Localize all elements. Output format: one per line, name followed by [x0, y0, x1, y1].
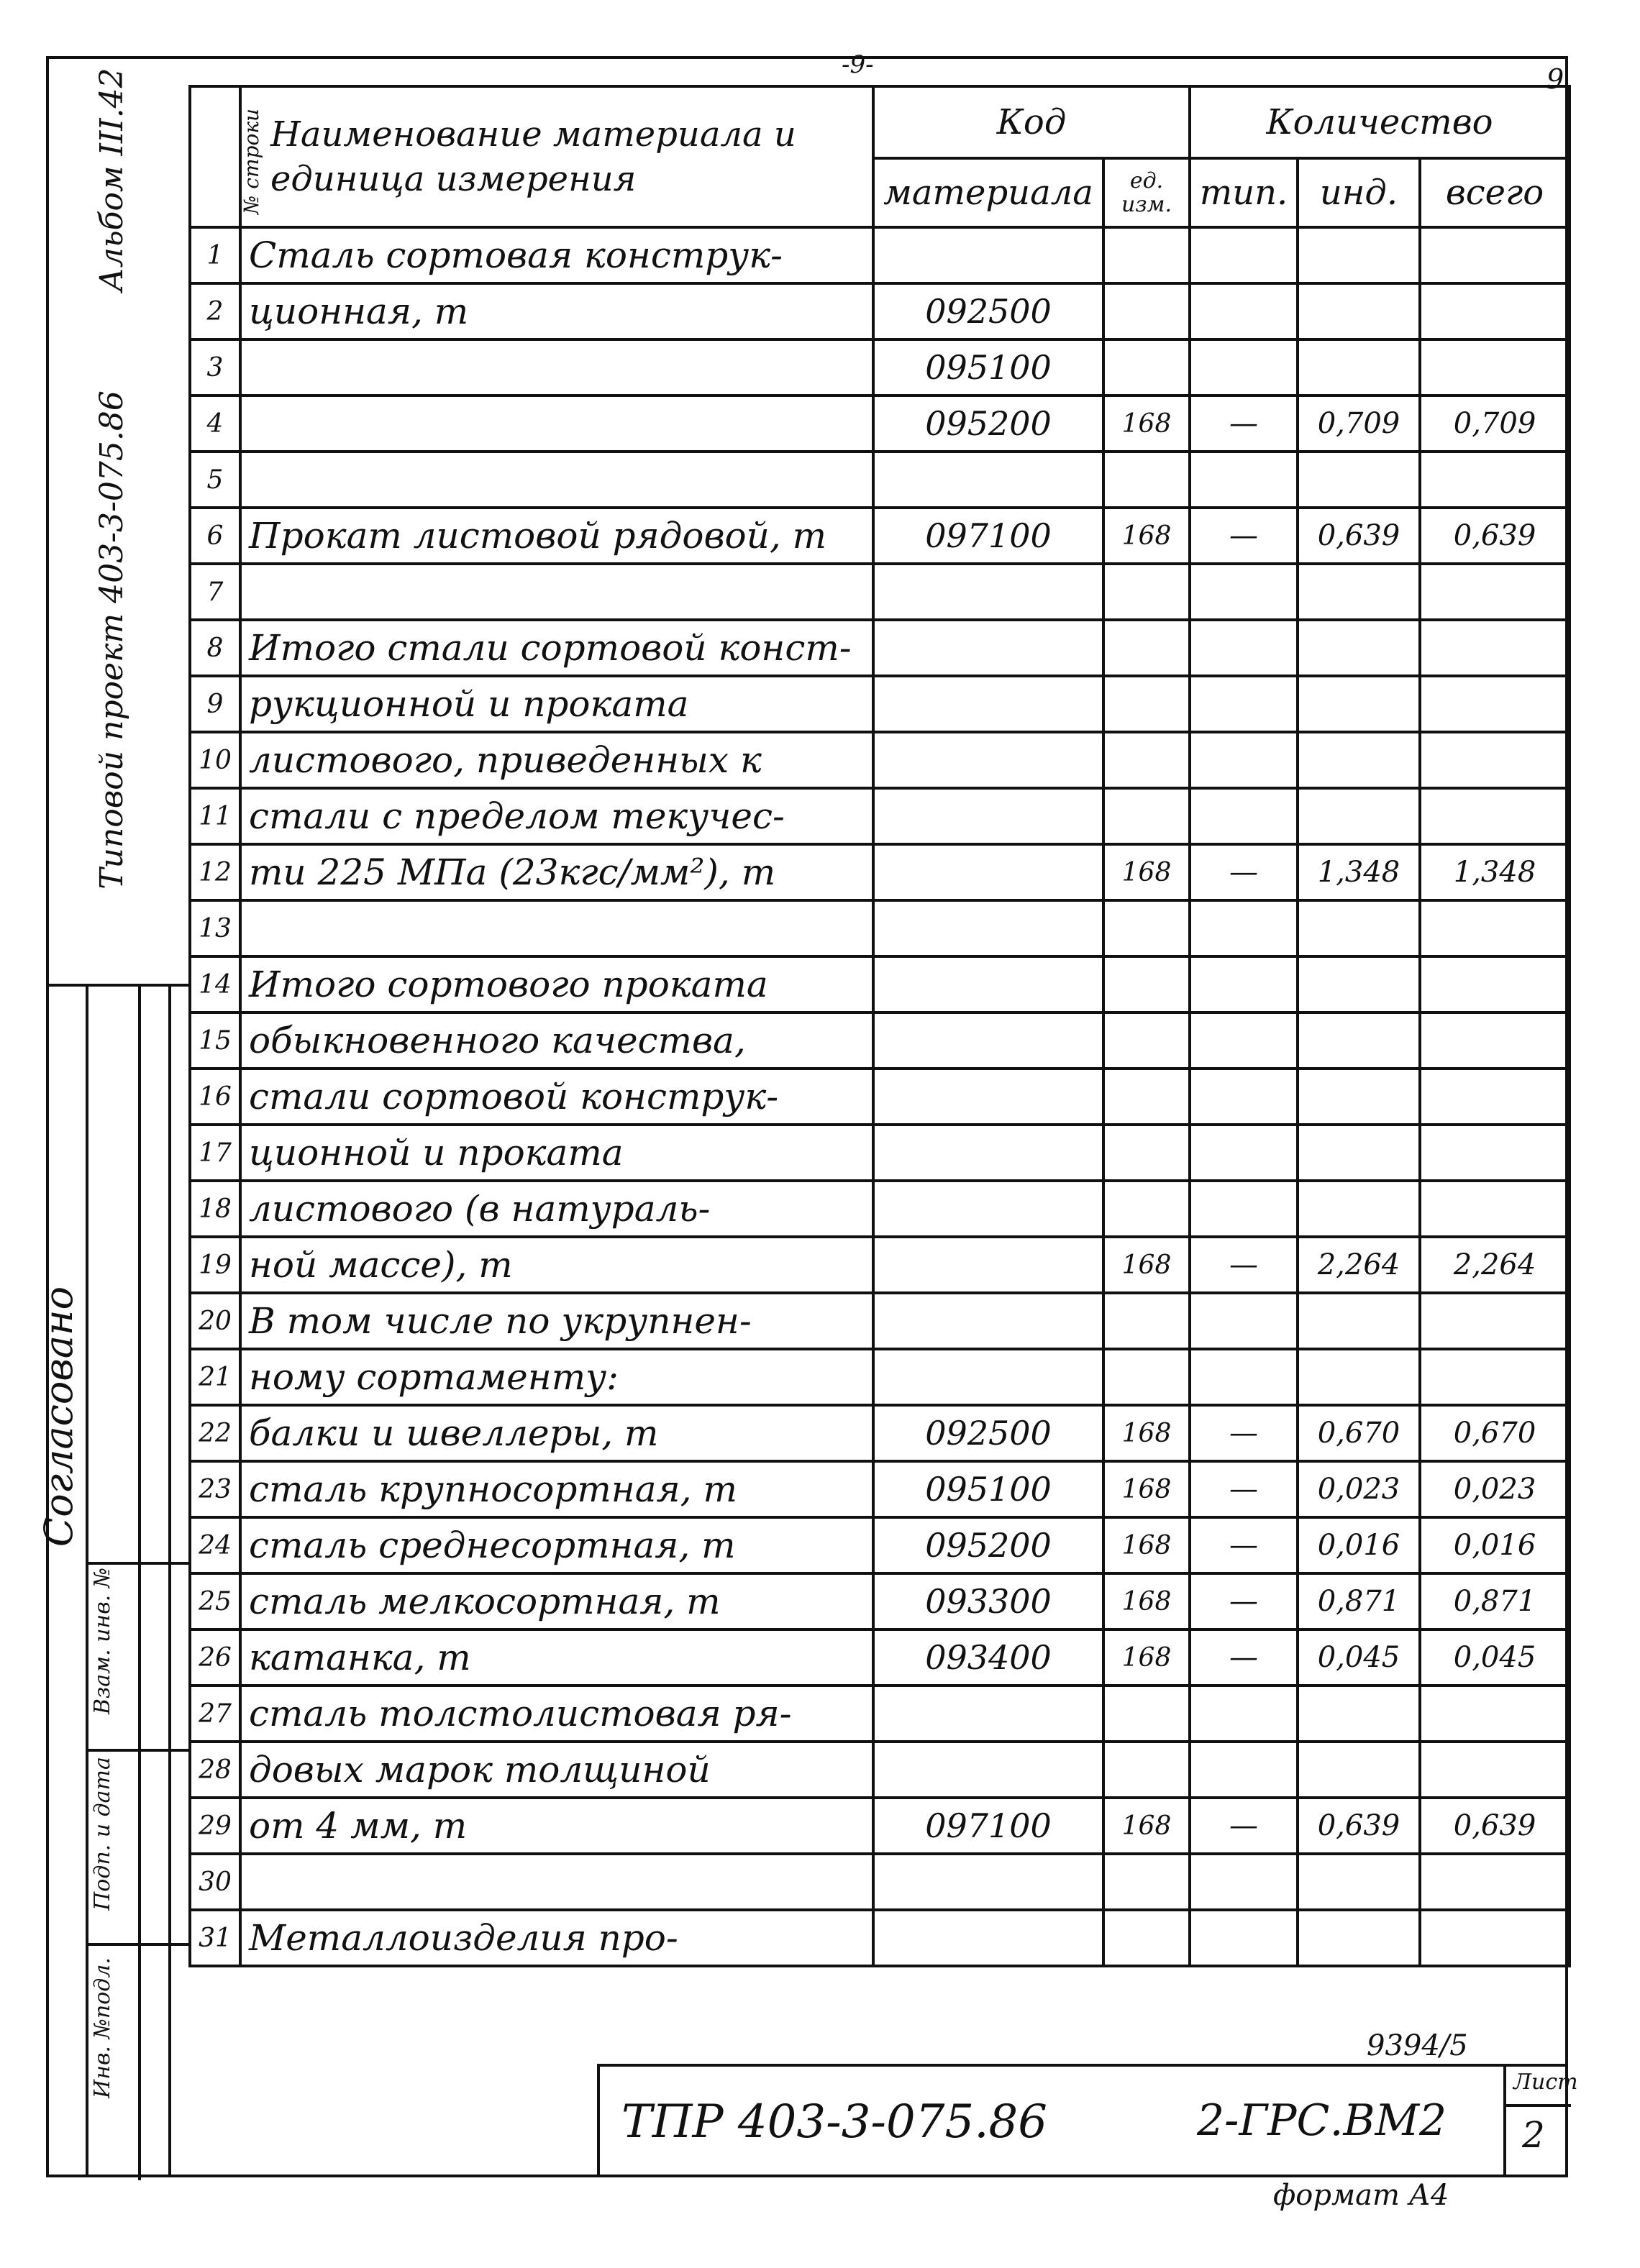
- qty-typ-cell: —: [1190, 395, 1298, 452]
- qty-typ-cell: [1190, 283, 1298, 339]
- unit-code-cell: [1103, 283, 1190, 339]
- qty-ind-cell: 0,871: [1298, 1573, 1420, 1629]
- material-name-cell: балки и швеллеры, т: [240, 1405, 873, 1461]
- row-number-cell: 5: [190, 452, 240, 508]
- table-row: [190, 1349, 1570, 1405]
- material-code-cell: [873, 732, 1103, 788]
- material-code-cell: 097100: [873, 1798, 1103, 1854]
- material-name-cell: листового (в натураль-: [240, 1181, 873, 1237]
- code-material-header: материала: [873, 158, 1103, 227]
- material-code-cell: 097100: [873, 508, 1103, 564]
- qty-total-cell: [1420, 452, 1570, 508]
- document-number: ТПР 403-3-075.86: [621, 2095, 1047, 2149]
- table-row: [190, 227, 1570, 283]
- unit-code-cell: [1103, 620, 1190, 676]
- table-row: [190, 1125, 1570, 1181]
- row-number-cell: 2: [190, 283, 240, 339]
- material-code-cell: [873, 1686, 1103, 1742]
- unit-code-cell: [1103, 1742, 1190, 1798]
- qty-ind-cell: [1298, 1854, 1420, 1910]
- table-row: [190, 620, 1570, 676]
- qty-total-cell: 1,348: [1420, 844, 1570, 900]
- unit-code-cell: 168: [1103, 1629, 1190, 1686]
- qty-typ-cell: [1190, 956, 1298, 1012]
- qty-ind-cell: 0,023: [1298, 1461, 1420, 1517]
- qty-total-cell: [1420, 1181, 1570, 1237]
- material-name-cell: ти 225 МПа (23кгс/мм²), т: [240, 844, 873, 900]
- material-code-cell: 095200: [873, 395, 1103, 452]
- qty-typ-cell: [1190, 900, 1298, 956]
- material-code-cell: [873, 1910, 1103, 1966]
- format-label: формат А4: [1273, 2179, 1449, 2212]
- qty-total-cell: [1420, 564, 1570, 620]
- qty-typ-cell: [1190, 1349, 1298, 1405]
- row-number-cell: 16: [190, 1069, 240, 1125]
- material-code-cell: [873, 1181, 1103, 1237]
- material-name-cell: ционной и проката: [240, 1125, 873, 1181]
- material-code-cell: 093400: [873, 1629, 1103, 1686]
- qty-total-cell: [1420, 1125, 1570, 1181]
- qty-total-cell: 0,871: [1420, 1573, 1570, 1629]
- qty-ind-cell: 0,045: [1298, 1629, 1420, 1686]
- sidebar-agreed-label: Согласовано: [36, 1286, 81, 1547]
- row-number-cell: 23: [190, 1461, 240, 1517]
- sidebar-inv-orig-label: Инв. №подл.: [90, 1957, 115, 2098]
- table-row: [190, 1012, 1570, 1069]
- name-header: Наименование материала и единица измерения: [240, 86, 873, 227]
- row-number-cell: 22: [190, 1405, 240, 1461]
- qty-total-cell: [1420, 732, 1570, 788]
- row-number-cell: 4: [190, 395, 240, 452]
- qty-total-cell: 0,023: [1420, 1461, 1570, 1517]
- material-name-cell: сталь толстолистовая ря-: [240, 1686, 873, 1742]
- material-code-cell: 092500: [873, 1405, 1103, 1461]
- material-name-cell: [240, 395, 873, 452]
- qty-total-cell: [1420, 620, 1570, 676]
- qty-typ-cell: [1190, 1012, 1298, 1069]
- qty-typ-cell: [1190, 1854, 1298, 1910]
- table-row: [190, 1686, 1570, 1742]
- unit-code-cell: [1103, 564, 1190, 620]
- material-code-cell: [873, 564, 1103, 620]
- sidebar-album-label: Альбом III.42: [94, 68, 130, 292]
- material-code-cell: [873, 1293, 1103, 1349]
- qty-total-cell: [1420, 900, 1570, 956]
- table-row: [190, 1573, 1570, 1629]
- table-row: [190, 1629, 1570, 1686]
- unit-code-cell: 168: [1103, 1405, 1190, 1461]
- unit-code-cell: [1103, 1349, 1190, 1405]
- unit-code-cell: 168: [1103, 1517, 1190, 1573]
- qty-typ-cell: [1190, 620, 1298, 676]
- qty-typ-cell: —: [1190, 1405, 1298, 1461]
- row-number-cell: 7: [190, 564, 240, 620]
- material-name-cell: ному сортаменту:: [240, 1349, 873, 1405]
- unit-code-cell: 168: [1103, 1237, 1190, 1293]
- qty-ind-cell: [1298, 1686, 1420, 1742]
- qty-typ-cell: [1190, 1069, 1298, 1125]
- qty-typ-cell: —: [1190, 1237, 1298, 1293]
- material-name-cell: [240, 900, 873, 956]
- qty-ind-cell: [1298, 956, 1420, 1012]
- qty-typ-cell: —: [1190, 1517, 1298, 1573]
- document-code: 2-ГРС.ВМ2: [1197, 2095, 1447, 2146]
- sidebar-sign-date-label: Подп. и дата: [90, 1757, 115, 1911]
- qty-ind-cell: [1298, 1293, 1420, 1349]
- qty-ind-cell: [1298, 732, 1420, 788]
- row-number-cell: 19: [190, 1237, 240, 1293]
- table-row: [190, 788, 1570, 844]
- material-code-cell: 093300: [873, 1573, 1103, 1629]
- qty-ind-cell: [1298, 620, 1420, 676]
- qty-total-cell: 0,709: [1420, 395, 1570, 452]
- material-name-cell: стали с пределом текучес-: [240, 788, 873, 844]
- table-row: [190, 732, 1570, 788]
- material-code-cell: [873, 1125, 1103, 1181]
- table-row: [190, 1405, 1570, 1461]
- qty-total-cell: 0,639: [1420, 508, 1570, 564]
- table-row: [190, 900, 1570, 956]
- material-name-cell: сталь крупносортная, т: [240, 1461, 873, 1517]
- qty-ind-cell: 1,348: [1298, 844, 1420, 900]
- qty-ind-cell: 0,016: [1298, 1517, 1420, 1573]
- table-row: [190, 1854, 1570, 1910]
- table-body: [190, 227, 1570, 1966]
- row-number-cell: 14: [190, 956, 240, 1012]
- row-number-cell: 10: [190, 732, 240, 788]
- row-number-cell: 20: [190, 1293, 240, 1349]
- table-row: [190, 1742, 1570, 1798]
- qty-total-cell: 0,670: [1420, 1405, 1570, 1461]
- qty-typ-header: тип.: [1190, 158, 1298, 227]
- unit-code-cell: 168: [1103, 395, 1190, 452]
- row-number-cell: 28: [190, 1742, 240, 1798]
- qty-ind-cell: 0,639: [1298, 1798, 1420, 1854]
- unit-code-cell: [1103, 1012, 1190, 1069]
- quantity-group-header: Количество: [1190, 86, 1570, 158]
- unit-code-cell: [1103, 956, 1190, 1012]
- unit-code-cell: [1103, 1293, 1190, 1349]
- table-row: [190, 1798, 1570, 1854]
- material-code-cell: [873, 452, 1103, 508]
- qty-total-header: всего: [1420, 158, 1570, 227]
- unit-code-cell: [1103, 1069, 1190, 1125]
- table-row: [190, 844, 1570, 900]
- material-name-cell: обыкновенного качества,: [240, 1012, 873, 1069]
- table-row: [190, 1293, 1570, 1349]
- unit-code-cell: [1103, 1686, 1190, 1742]
- material-code-cell: [873, 1237, 1103, 1293]
- materials-table: [188, 85, 1571, 1967]
- row-number-cell: 27: [190, 1686, 240, 1742]
- row-number-cell: 30: [190, 1854, 240, 1910]
- material-name-cell: Прокат листовой рядовой, т: [240, 508, 873, 564]
- qty-total-cell: [1420, 1012, 1570, 1069]
- qty-total-cell: 0,639: [1420, 1798, 1570, 1854]
- sheet-label: Лист: [1513, 2070, 1578, 2095]
- material-name-cell: сталь мелкосортная, т: [240, 1573, 873, 1629]
- qty-typ-cell: [1190, 676, 1298, 732]
- qty-typ-cell: [1190, 1686, 1298, 1742]
- material-code-cell: [873, 227, 1103, 283]
- qty-total-cell: [1420, 956, 1570, 1012]
- qty-total-cell: 0,045: [1420, 1629, 1570, 1686]
- qty-ind-cell: 2,264: [1298, 1237, 1420, 1293]
- table-row: [190, 1461, 1570, 1517]
- row-number-cell: 1: [190, 227, 240, 283]
- unit-code-cell: 168: [1103, 1573, 1190, 1629]
- qty-ind-cell: [1298, 1069, 1420, 1125]
- material-name-cell: сталь среднесортная, т: [240, 1517, 873, 1573]
- unit-code-cell: [1103, 788, 1190, 844]
- table-row: [190, 676, 1570, 732]
- material-name-cell: [240, 339, 873, 395]
- qty-typ-cell: [1190, 1742, 1298, 1798]
- row-number-cell: 13: [190, 900, 240, 956]
- qty-total-cell: [1420, 1293, 1570, 1349]
- material-code-cell: 095200: [873, 1517, 1103, 1573]
- table-row: [190, 564, 1570, 620]
- qty-typ-cell: —: [1190, 1573, 1298, 1629]
- material-name-cell: [240, 564, 873, 620]
- table-row: [190, 508, 1570, 564]
- material-name-cell: листового, приведенных к: [240, 732, 873, 788]
- material-name-cell: Сталь сортовая конструк-: [240, 227, 873, 283]
- table-row: [190, 452, 1570, 508]
- qty-ind-cell: [1298, 788, 1420, 844]
- material-code-cell: [873, 900, 1103, 956]
- qty-total-cell: [1420, 1910, 1570, 1966]
- qty-ind-cell: [1298, 339, 1420, 395]
- material-code-cell: [873, 844, 1103, 900]
- material-name-cell: В том числе по укрупнен-: [240, 1293, 873, 1349]
- material-name-cell: [240, 1854, 873, 1910]
- qty-ind-cell: 0,670: [1298, 1405, 1420, 1461]
- sidebar-divider: [138, 987, 141, 2180]
- qty-total-cell: [1420, 1069, 1570, 1125]
- unit-code-cell: [1103, 1181, 1190, 1237]
- qty-ind-cell: [1298, 676, 1420, 732]
- material-code-cell: [873, 788, 1103, 844]
- row-number-cell: 24: [190, 1517, 240, 1573]
- unit-code-cell: 168: [1103, 844, 1190, 900]
- title-block: [597, 2064, 1578, 2175]
- material-code-cell: [873, 956, 1103, 1012]
- row-number-cell: 29: [190, 1798, 240, 1854]
- qty-ind-cell: [1298, 1125, 1420, 1181]
- qty-typ-cell: [1190, 732, 1298, 788]
- qty-ind-cell: [1298, 1012, 1420, 1069]
- material-name-cell: Металлоизделия про-: [240, 1910, 873, 1966]
- table-row: [190, 1237, 1570, 1293]
- qty-total-cell: [1420, 788, 1570, 844]
- table-row: [190, 339, 1570, 395]
- table-row: [190, 283, 1570, 339]
- qty-typ-cell: [1190, 339, 1298, 395]
- row-number-header: № строки: [190, 86, 240, 227]
- row-number-cell: 11: [190, 788, 240, 844]
- qty-typ-cell: [1190, 452, 1298, 508]
- row-number-cell: 15: [190, 1012, 240, 1069]
- qty-ind-cell: [1298, 1181, 1420, 1237]
- table-row: [190, 1181, 1570, 1237]
- qty-ind-cell: 0,709: [1298, 395, 1420, 452]
- unit-code-cell: [1103, 452, 1190, 508]
- material-name-cell: стали сортовой конструк-: [240, 1069, 873, 1125]
- unit-code-cell: [1103, 1125, 1190, 1181]
- qty-typ-cell: [1190, 227, 1298, 283]
- material-code-cell: [873, 1349, 1103, 1405]
- table-row: [190, 395, 1570, 452]
- material-code-cell: 095100: [873, 339, 1103, 395]
- qty-total-cell: [1420, 1349, 1570, 1405]
- unit-code-cell: 168: [1103, 508, 1190, 564]
- material-name-cell: довых марок толщиной: [240, 1742, 873, 1798]
- qty-total-cell: [1420, 1854, 1570, 1910]
- unit-code-cell: [1103, 1910, 1190, 1966]
- unit-code-cell: [1103, 732, 1190, 788]
- material-code-cell: [873, 676, 1103, 732]
- sidebar-divider: [168, 987, 171, 2177]
- material-name-cell: ционная, т: [240, 283, 873, 339]
- qty-typ-cell: —: [1190, 1461, 1298, 1517]
- qty-typ-cell: —: [1190, 1798, 1298, 1854]
- qty-typ-cell: [1190, 1125, 1298, 1181]
- table-row: [190, 1069, 1570, 1125]
- material-name-cell: ной массе), т: [240, 1237, 873, 1293]
- table-row: [190, 956, 1570, 1012]
- unit-code-cell: 168: [1103, 1461, 1190, 1517]
- qty-typ-cell: [1190, 1910, 1298, 1966]
- material-code-cell: [873, 1742, 1103, 1798]
- row-number-cell: 25: [190, 1573, 240, 1629]
- qty-ind-cell: [1298, 1742, 1420, 1798]
- qty-ind-header: инд.: [1298, 158, 1420, 227]
- row-number-cell: 18: [190, 1181, 240, 1237]
- qty-ind-cell: [1298, 227, 1420, 283]
- qty-total-cell: [1420, 227, 1570, 283]
- sheet-number: 2: [1522, 2114, 1545, 2156]
- qty-typ-cell: —: [1190, 508, 1298, 564]
- row-number-cell: 8: [190, 620, 240, 676]
- unit-code-cell: [1103, 900, 1190, 956]
- code-group-header: Код: [873, 86, 1190, 158]
- qty-typ-cell: [1190, 1293, 1298, 1349]
- material-code-cell: [873, 1854, 1103, 1910]
- sheet-divider: [1506, 2104, 1571, 2107]
- sidebar-project-label: Типовой проект 403-3-075.86: [94, 390, 130, 890]
- row-number-cell: 21: [190, 1349, 240, 1405]
- table-row: [190, 1517, 1570, 1573]
- unit-code-cell: 168: [1103, 1798, 1190, 1854]
- corner-number: 9: [1546, 63, 1564, 95]
- material-name-cell: катанка, т: [240, 1629, 873, 1686]
- material-code-cell: 092500: [873, 283, 1103, 339]
- material-name-cell: Итого сортового проката: [240, 956, 873, 1012]
- qty-typ-cell: [1190, 788, 1298, 844]
- row-number-cell: 17: [190, 1125, 240, 1181]
- qty-total-cell: [1420, 1686, 1570, 1742]
- unit-code-cell: [1103, 339, 1190, 395]
- sidebar-repl-inv-label: Взам. инв. №: [90, 1567, 115, 1715]
- page-top-number: -9-: [842, 50, 874, 79]
- sidebar-divider: [86, 987, 88, 2177]
- qty-total-cell: [1420, 339, 1570, 395]
- qty-ind-cell: [1298, 452, 1420, 508]
- qty-ind-cell: [1298, 900, 1420, 956]
- material-name-cell: [240, 452, 873, 508]
- material-code-cell: [873, 1069, 1103, 1125]
- material-name-cell: рукционной и проката: [240, 676, 873, 732]
- inventory-number: 9394/5: [1367, 2029, 1468, 2062]
- table-row: [190, 1910, 1570, 1966]
- qty-ind-cell: [1298, 564, 1420, 620]
- unit-code-cell: [1103, 227, 1190, 283]
- material-name-cell: Итого стали сортовой конст-: [240, 620, 873, 676]
- qty-total-cell: [1420, 283, 1570, 339]
- unit-code-cell: [1103, 1854, 1190, 1910]
- qty-ind-cell: [1298, 1349, 1420, 1405]
- qty-typ-cell: —: [1190, 844, 1298, 900]
- material-code-cell: 095100: [873, 1461, 1103, 1517]
- material-name-cell: от 4 мм, т: [240, 1798, 873, 1854]
- code-unit-header: ед. изм.: [1103, 158, 1190, 227]
- header-row-top: [190, 86, 1570, 158]
- qty-ind-cell: 0,639: [1298, 508, 1420, 564]
- qty-total-cell: 0,016: [1420, 1517, 1570, 1573]
- qty-total-cell: 2,264: [1420, 1237, 1570, 1293]
- material-code-cell: [873, 620, 1103, 676]
- sheet-box: [1503, 2067, 1578, 2175]
- row-number-cell: 3: [190, 339, 240, 395]
- qty-total-cell: [1420, 1742, 1570, 1798]
- unit-code-cell: [1103, 676, 1190, 732]
- row-number-cell: 31: [190, 1910, 240, 1966]
- row-number-cell: 12: [190, 844, 240, 900]
- row-number-cell: 26: [190, 1629, 240, 1686]
- qty-typ-cell: —: [1190, 1629, 1298, 1686]
- qty-typ-cell: [1190, 564, 1298, 620]
- material-code-cell: [873, 1012, 1103, 1069]
- qty-typ-cell: [1190, 1181, 1298, 1237]
- qty-ind-cell: [1298, 283, 1420, 339]
- qty-total-cell: [1420, 676, 1570, 732]
- qty-ind-cell: [1298, 1910, 1420, 1966]
- row-number-cell: 6: [190, 508, 240, 564]
- row-number-cell: 9: [190, 676, 240, 732]
